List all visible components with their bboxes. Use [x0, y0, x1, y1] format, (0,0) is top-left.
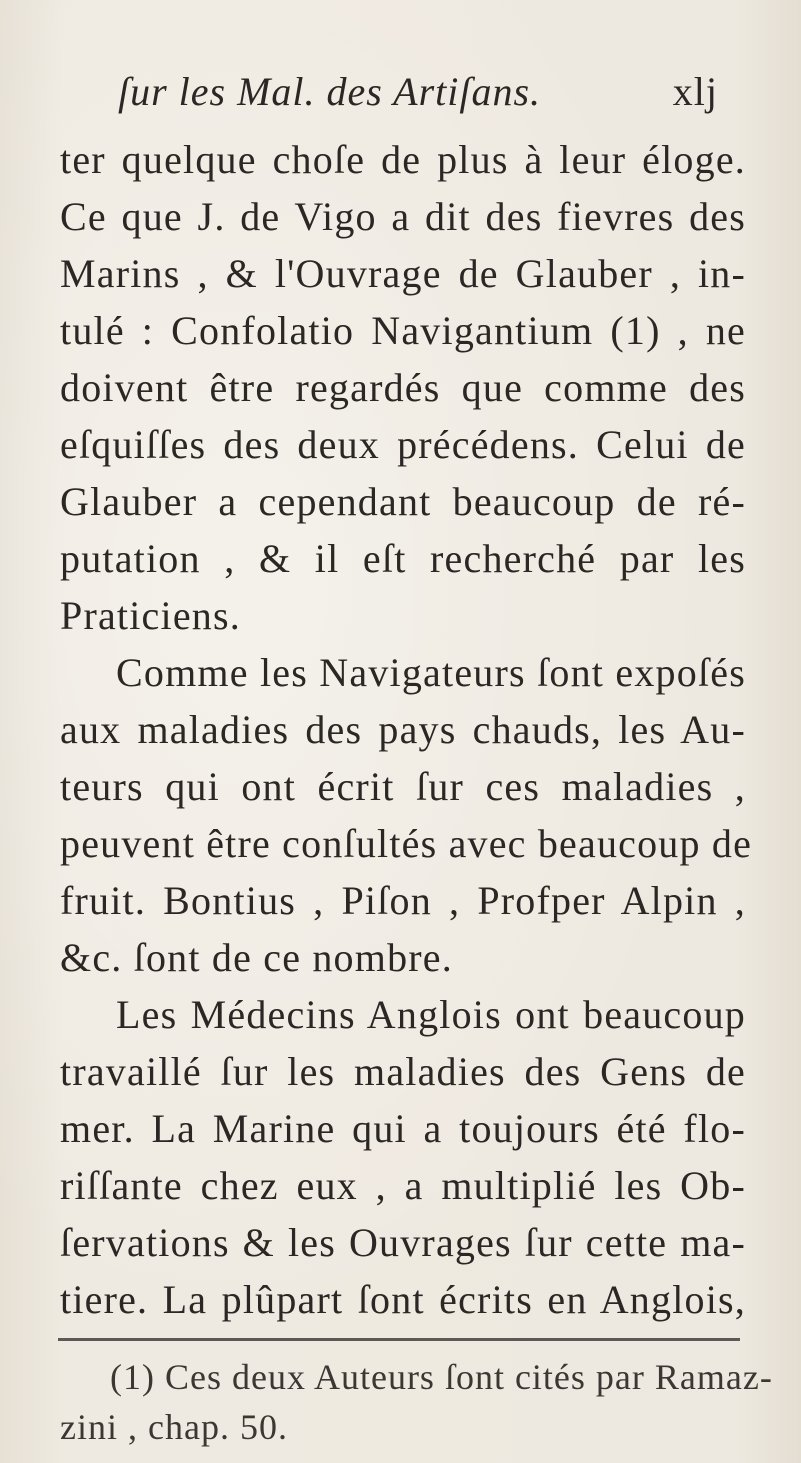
running-head-title: ſur les Mal. des Artiſans. [118, 69, 542, 114]
paragraph-start-line: Les Médecins Anglois ont beaucoup [116, 992, 746, 1037]
body-line: riſſante chez eux , a multiplié les Ob- [60, 1163, 746, 1208]
body-line: travaillé ſur les maladies des Gens de [60, 1049, 746, 1094]
body-line: tiere. La plûpart ſont écrits en Anglois, [60, 1277, 746, 1322]
body-line: doivent être regardés que comme des [60, 365, 746, 410]
body-line: tulé : Confolatio Navigantium (1) , ne [60, 308, 746, 353]
body-line: fruit. Bontius , Piſon , Profper Alpin , [60, 878, 746, 923]
footnote-line: (1) Ces deux Auteurs ſont cités par Ramaz- [110, 1357, 773, 1397]
body-line: Marins , & l'Ouvrage de Glauber , in- [60, 251, 746, 296]
page-number: xlj [672, 69, 718, 114]
body-line: ſervations & les Ouvrages ſur cette ma- [60, 1220, 746, 1265]
body-line: teurs qui ont écrit ſur ces maladies , [60, 764, 746, 809]
running-head [118, 68, 718, 124]
body-line: peuvent être conſultés avec beaucoup de [60, 821, 753, 866]
paragraph-start-line: Comme les Navigateurs ſont expoſés [116, 650, 746, 695]
body-line: &c. ſont de ce nombre. [60, 935, 453, 980]
body-line: aux maladies des pays chauds, les Au- [60, 707, 746, 752]
body-line: ter quelque choſe de plus à leur éloge. [60, 137, 746, 182]
body-line: Praticiens. [60, 593, 241, 638]
body-line: Ce que J. de Vigo a dit des fievres des [60, 194, 746, 239]
footnote-rule [58, 1338, 740, 1341]
body-line: putation , & il eſt recherché par les [60, 536, 746, 581]
body-line: Glauber a cependant beaucoup de ré- [60, 479, 746, 524]
body-line: mer. La Marine qui a toujours été flo- [60, 1106, 746, 1151]
body-line: eſquiſſes des deux précédens. Celui de [60, 422, 746, 467]
footnote-line: zini , chap. 50. [60, 1407, 288, 1447]
